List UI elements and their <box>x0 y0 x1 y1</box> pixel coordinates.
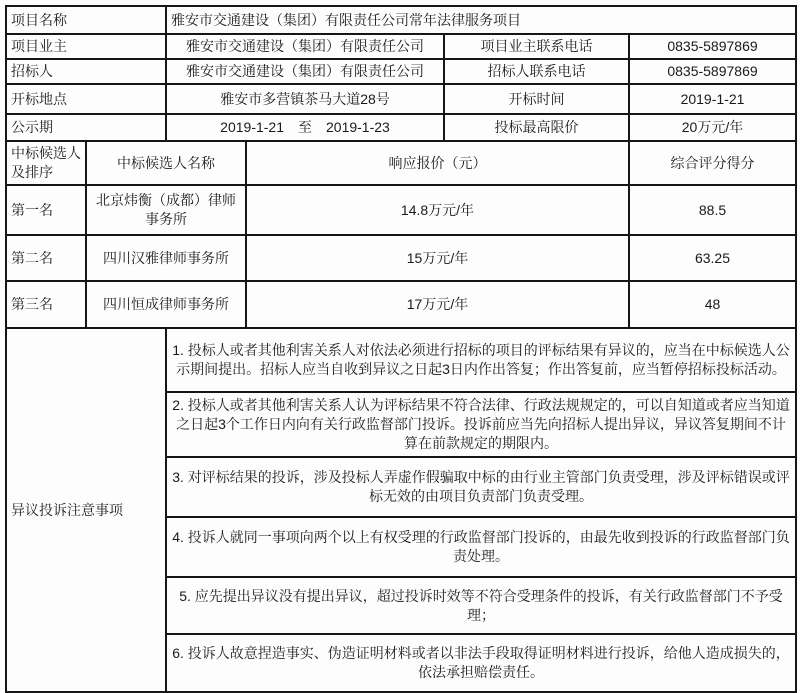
owner-phone-value: 0835-5897869 <box>629 34 796 59</box>
publicity-period-value: 2019-1-21 至 2019-1-23 <box>166 114 444 141</box>
candidate-score: 88.5 <box>629 185 796 235</box>
candidate-score: 63.25 <box>629 235 796 281</box>
table-row-project-name <box>6 6 796 34</box>
bid-opening-time-label: 开标时间 <box>444 84 629 114</box>
owner-phone-label: 项目业主联系电话 <box>444 34 629 59</box>
table-row-tenderee <box>6 59 796 84</box>
max-price-label: 投标最高限价 <box>444 114 629 141</box>
notice-item-6: 6. 投诉人故意捏造事实、伪造证明材料或者以非法手段取得证明材料进行投诉，给他人造成损失的，依法承担赔偿责任。 <box>166 634 796 692</box>
table-row-publicity-period <box>6 114 796 141</box>
candidate-price: 17万元/年 <box>246 281 629 328</box>
candidate-rank-header: 中标候选人及排序 <box>6 141 86 185</box>
notice-item-5: 5. 应先提出异议没有提出异议，超过投诉时效等不符合受理条件的投诉，有关行政监督部门不予受理； <box>166 577 796 634</box>
tenderee-label: 招标人 <box>6 59 166 84</box>
owner-value: 雅安市交通建设（集团）有限责任公司 <box>166 34 444 59</box>
table-row-bid-opening <box>6 84 796 114</box>
candidate-rank: 第二名 <box>6 235 86 281</box>
notice-item-4: 4. 投诉人就同一事项向两个以上有权受理的行政监督部门投诉的，由最先收到投诉的行政监督部门负责处理。 <box>166 517 796 577</box>
project-name-label: 项目名称 <box>6 6 166 34</box>
max-price-value: 20万元/年 <box>629 114 796 141</box>
candidate-price-header: 响应报价（元） <box>246 141 629 185</box>
candidate-name: 北京炜衡（成都）律师事务所 <box>86 185 246 235</box>
candidate-row-3 <box>6 281 796 328</box>
candidate-rank: 第一名 <box>6 185 86 235</box>
candidate-row-1 <box>6 185 796 235</box>
tenderee-value: 雅安市交通建设（集团）有限责任公司 <box>166 59 444 84</box>
candidate-name: 四川恒成律师事务所 <box>86 281 246 328</box>
bid-result-table <box>5 5 797 693</box>
candidate-price: 15万元/年 <box>246 235 629 281</box>
notice-row-1 <box>6 328 796 392</box>
tenderee-phone-label: 招标人联系电话 <box>444 59 629 84</box>
tenderee-phone-value: 0835-5897869 <box>629 59 796 84</box>
notice-label: 异议投诉注意事项 <box>6 328 166 692</box>
notice-item-2: 2. 投标人或者其他利害关系人认为评标结果不符合法律、行政法规规定的，可以自知道或者应当知道之日起3个工作日内向有关行政监督部门投诉。投诉前应当先向招标人提出异议，异议答复期间不计算在前款规定的期限内。 <box>166 392 796 457</box>
candidate-price: 14.8万元/年 <box>246 185 629 235</box>
candidates-header-row <box>6 141 796 185</box>
candidate-name: 四川汉雅律师事务所 <box>86 235 246 281</box>
publicity-period-label: 公示期 <box>6 114 166 141</box>
bid-opening-time-value: 2019-1-21 <box>629 84 796 114</box>
candidate-score: 48 <box>629 281 796 328</box>
owner-label: 项目业主 <box>6 34 166 59</box>
candidate-name-header: 中标候选人名称 <box>86 141 246 185</box>
project-name-value: 雅安市交通建设（集团）有限责任公司常年法律服务项目 <box>166 6 796 34</box>
table-row-owner <box>6 34 796 59</box>
candidate-row-2 <box>6 235 796 281</box>
candidate-rank: 第三名 <box>6 281 86 328</box>
notice-item-3: 3. 对评标结果的投诉，涉及投标人弄虚作假骗取中标的由行业主管部门负责受理，涉及评标错误或评标无效的由项目负责部门负责受理。 <box>166 457 796 517</box>
candidate-score-header: 综合评分得分 <box>629 141 796 185</box>
bid-opening-place-value: 雅安市多营镇茶马大道28号 <box>166 84 444 114</box>
bid-opening-place-label: 开标地点 <box>6 84 166 114</box>
notice-item-1: 1. 投标人或者其他利害关系人对依法必须进行招标的项目的评标结果有异议的，应当在中标候选人公示期间提出。招标人应当自收到异议之日起3日内作出答复；作出答复前，应当暂停招标投标活动。 <box>166 328 796 392</box>
